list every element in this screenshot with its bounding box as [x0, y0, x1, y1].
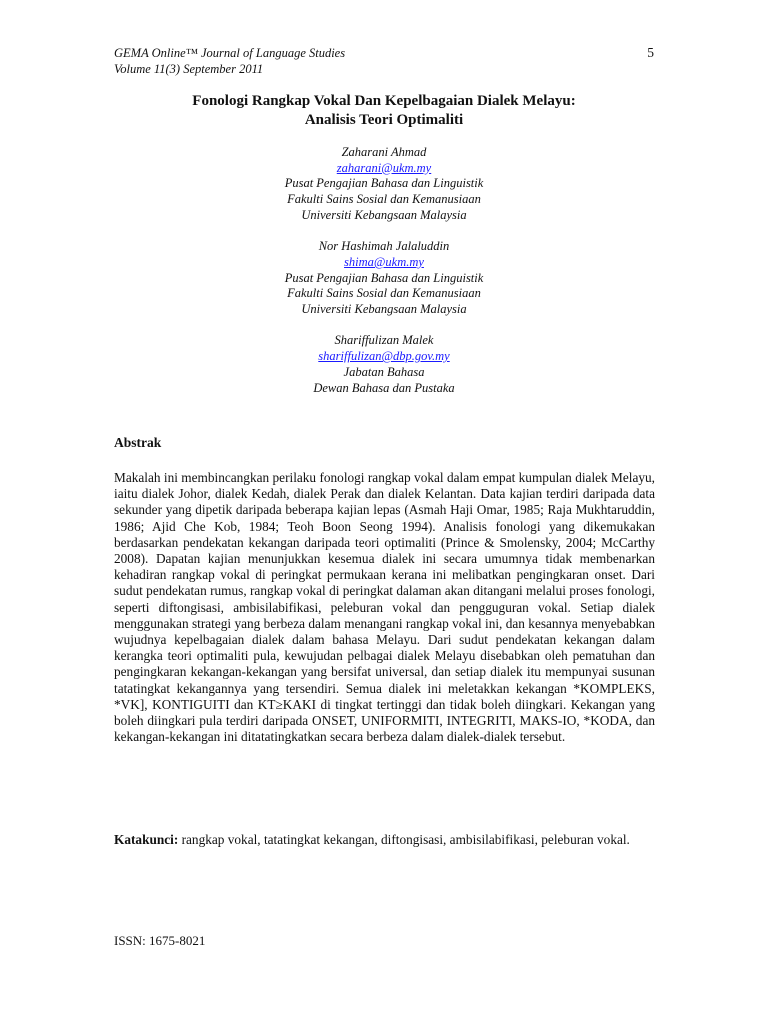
- issn-footer: ISSN: 1675-8021: [114, 933, 206, 948]
- keywords-text: rangkap vokal, tatatingkat kekangan, diftongisasi, ambisilabifikasi, peleburan vokal.: [178, 832, 630, 847]
- author-affiliation: Pusat Pengajian Bahasa dan Linguistik: [284, 176, 484, 191]
- author-email-link[interactable]: shima@ukm.my: [344, 254, 424, 269]
- page-number: 5: [647, 45, 654, 60]
- abstract-heading: Abstrak: [114, 435, 162, 450]
- title-line-1: Fonologi Rangkap Vokal Dan Kepelbagaian Dialek Melayu:: [192, 93, 576, 109]
- author-block: [114, 145, 654, 224]
- author-name: Zaharani Ahmad: [341, 145, 427, 159]
- keywords-label: Katakunci:: [114, 832, 179, 847]
- author-name: Nor Hashimah Jalaluddin: [318, 239, 450, 254]
- author-affiliation: Dewan Bahasa dan Pustaka: [313, 380, 455, 395]
- author-affiliation: Universiti Kebangsaan Malaysia: [301, 302, 467, 317]
- author-affiliation: Fakulti Sains Sosial dan Kemanusiaan: [287, 286, 481, 301]
- author-block: [114, 239, 654, 318]
- author-email-link[interactable]: zaharani@ukm.my: [336, 160, 432, 175]
- paper-title: [114, 92, 654, 130]
- author-email-link[interactable]: shariffulizan@dbp.gov.my: [318, 349, 450, 364]
- abstract-body: Makalah ini membincangkan perilaku fonologi rangkap vokal dalam empat kumpulan dialek Melayu, iaitu dialek Johor, dialek Kedah, dialek Perak dan dialek Kelantan. Data kajian terdiri daripada data sekunder yang dipetik daripada beberapa kajian lepas (Asmah Haji Omar, 1985; Raja Mukhtaruddin, 1986; Ajid Che Kob, 1984; Teoh Boon Seong 1994). Analisis fonologi yang dikemukakan berdasarkan pendekatan kekangan daripada teori optimaliti (Prince & Smolensky, 2004; McCarthy 2008). Dapatan kajian menunjukkan kesemua dialek ini secara umumnya tidak membenarkan kehadiran rangkap vokal di peringkat permukaan kerana ini melibatkan pengingkaran onset. Dari sudut pendekatan rumus, rangkap vokal di peringkat dalaman akan ditangani melalui proses fonologi, seperti diftongisasi, ambisilabifikasi, peleburan vokal dan pengguguran vokal. Setiap dialek menggunakan strategi yang berbeza dalam menangani rangkap vokal ini, dan kesannya menyebabkan wujudnya kepelbagaian dialek dalam bahasa Melayu. Dari sudut pendekatan kekangan dalam kerangka teori optimaliti pula, kewujudan pelbagai dialek Melayu disebabkan oleh pematuhan dan pengingkaran kekangan-kekangan yang bersifat universal, dan setiap dialek itu mempunyai susunan tatatingkat kekangannya yang tersendiri. Semua dialek ini meletakkan kekangan *KOMPLEKS, *VK], KONTIGUITI dan KT≥KAKI di tingkat tertinggi dan tidak boleh diingkari. Kekangan yang boleh diingkari pula terdiri daripada ONSET, UNIFORMITI, INTEGRITI, MAKS-IO, *KODA, dan kekangan-kekangan ini ditatatingkatkan secara berbeza dalam dialek-dialek tersebut.: [114, 470, 655, 745]
- journal-volume: Volume 11(3) September 2011: [114, 62, 264, 76]
- author-block: [114, 333, 654, 396]
- keywords-paragraph: [114, 832, 655, 848]
- journal-header: [114, 45, 654, 77]
- author-list: [114, 145, 654, 412]
- journal-name: GEMA Online™ Journal of Language Studies: [114, 46, 346, 60]
- author-affiliation: Pusat Pengajian Bahasa dan Linguistik: [284, 270, 484, 285]
- title-line-2: Analisis Teori Optimaliti: [304, 112, 464, 128]
- author-name: Shariffulizan Malek: [334, 333, 434, 348]
- author-affiliation: Universiti Kebangsaan Malaysia: [301, 207, 467, 222]
- author-affiliation: Fakulti Sains Sosial dan Kemanusiaan: [287, 192, 481, 207]
- author-affiliation: Jabatan Bahasa: [343, 364, 425, 379]
